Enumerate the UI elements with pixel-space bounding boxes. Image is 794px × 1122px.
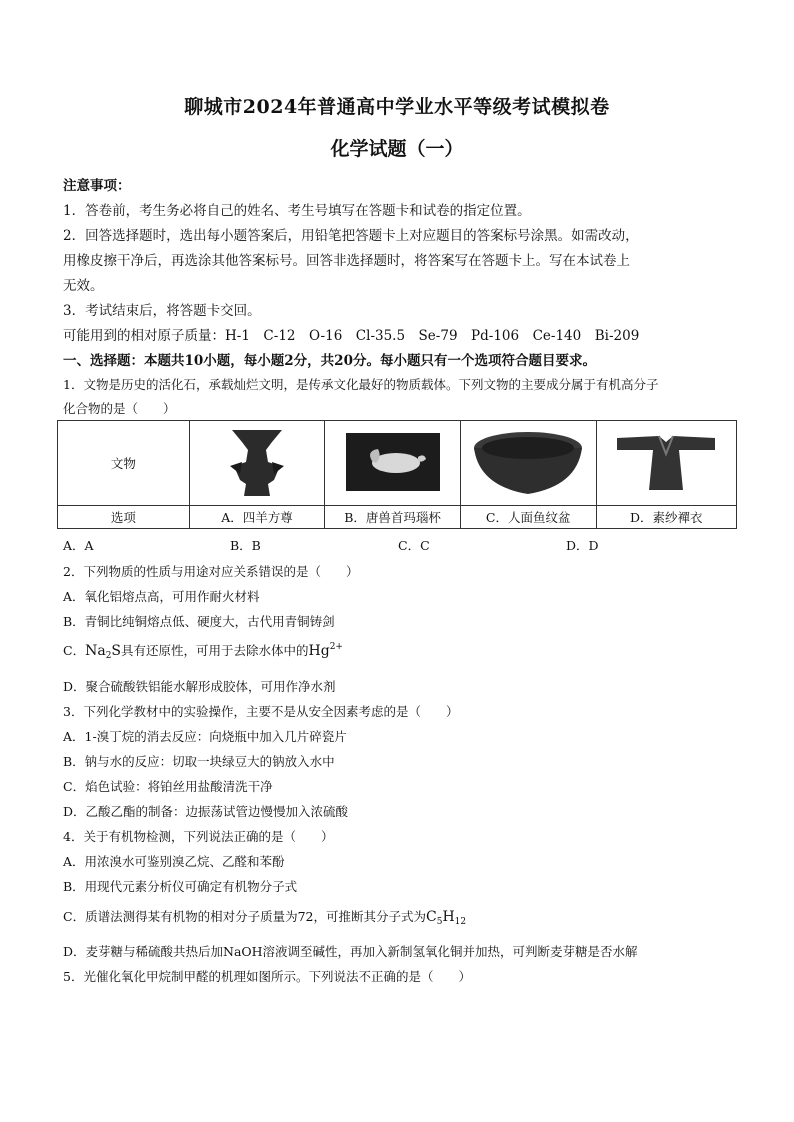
q3-stem: 3．下列化学教材中的实验操作，主要不是从安全因素考虑的是（ ） <box>63 704 459 719</box>
agate-cup-image <box>338 427 448 497</box>
artifact-label-d <box>596 506 736 529</box>
na2s-tail: S <box>111 643 122 659</box>
artifact-label-b <box>325 506 461 529</box>
notice-item-2-line-2: 用橡皮擦干净后，再选涂其他答案标号。回答非选择题时，将答案写在答题卡上。写在本试卷上 <box>63 253 630 269</box>
artifact-image-a <box>189 421 325 506</box>
hg-ion-formula <box>309 643 343 659</box>
artifact-name-c: C．人面鱼纹盆 <box>485 510 571 525</box>
q3-option-b: B．钠与水的反应：切取一块绿豆大的钠放入水中 <box>63 754 335 769</box>
page-subtitle: 化学试题（一） <box>330 138 464 160</box>
q2-option-c-prefix: C． <box>63 643 86 658</box>
hg-ion-charge: 2+ <box>329 642 343 652</box>
q4-stem: 4．关于有机物检测，下列说法正确的是（ ） <box>63 829 334 844</box>
q3-option-d: D．乙酸乙酯的制备：边振荡试管边慢慢加入浓硫酸 <box>63 804 349 819</box>
artifact-image-d <box>596 421 736 506</box>
q2-option-c <box>63 641 343 661</box>
artifact-image-b <box>325 421 461 506</box>
q3-option-c: C．焰色试验：将铂丝用盐酸清洗干净 <box>63 779 273 794</box>
option-header-cell <box>58 506 190 529</box>
notice-item-3: 3．考试结束后，将答题卡交回。 <box>63 303 261 319</box>
q1-choice-b: B．B <box>230 538 261 553</box>
notice-item-2-line-1: 2．回答选择题时，选出每小题答案后，用铅笔把答题卡上对应题目的答案标号涂黑。如需改动， <box>63 228 639 244</box>
q3-option-a: A．1-溴丁烷的消去反应：向烧瓶中加入几片碎瓷片 <box>63 729 347 744</box>
q4-option-a: A．用浓溴水可鉴别溴乙烷、乙醛和苯酚 <box>63 854 285 869</box>
na2s-sub: 2 <box>105 651 112 661</box>
c5h12-c: C <box>425 909 437 925</box>
artifact-header-label: 文物 <box>110 456 136 471</box>
q1-choice-d: D．D <box>566 538 599 553</box>
atomic-masses: 可能用到的相对原子质量：H-1 C-12 O-16 Cl-35.5 Se-79 Pd-106 Ce-140 Bi-209 <box>63 328 640 344</box>
c5h12-c-sub: 5 <box>436 917 443 927</box>
page-title: 聊城市2024年普通高中学业水平等级考试模拟卷 <box>184 96 610 118</box>
artifact-name-d: D．素纱襌衣 <box>629 510 703 525</box>
notice-item-2-line-3: 无效。 <box>63 278 104 294</box>
q2-stem: 2．下列物质的性质与用途对应关系错误的是（ ） <box>63 564 359 579</box>
silk-robe-image <box>611 424 721 500</box>
q5-stem: 5．光催化氧化甲烷制甲醛的机理如图所示。下列说法不正确的是（ ） <box>63 969 471 984</box>
q2-option-b: B．青铜比纯铜熔点低、硬度大，古代用青铜铸剑 <box>63 614 335 629</box>
q1-stem-line-2: 化合物的是（ ） <box>63 401 176 416</box>
artifact-table <box>57 420 737 529</box>
c5h12-h-sub: 12 <box>454 917 467 927</box>
artifact-label-a <box>189 506 325 529</box>
c5h12-h: H <box>442 909 455 925</box>
q1-choice-c: C．C <box>398 538 430 553</box>
artifact-name-b: B．唐兽首玛瑙杯 <box>344 510 441 525</box>
fish-basin-image <box>469 424 587 500</box>
artifact-name-a: A．四羊方尊 <box>221 510 293 525</box>
na2s-main: Na <box>85 643 106 659</box>
q2-option-c-text: 具有还原性，可用于去除水体中的 <box>121 643 309 658</box>
q1-choice-a: A．A <box>63 538 94 553</box>
artifact-header-cell <box>58 421 190 506</box>
q4-option-d: D．麦芽糖与稀硫酸共热后加NaOH溶液调至碱性，再加入新制氢氧化铜并加热，可判断麦芽糖是否水解 <box>63 944 638 959</box>
section-1-heading: 一、选择题：本题共10小题，每小题2分，共20分。每小题只有一个选项符合题目要求。 <box>63 353 596 369</box>
bronze-zun-image <box>202 422 312 502</box>
q2-option-a: A．氧化铝熔点高，可用作耐火材料 <box>63 589 260 604</box>
q2-option-d: D．聚合硫酸铁铝能水解形成胶体，可用作净水剂 <box>63 679 336 694</box>
q4-option-c-text: C．质谱法测得某有机物的相对分子质量为72，可推断其分子式为 <box>63 909 426 924</box>
notice-item-1: 1．答卷前，考生务必将自己的姓名、考生号填写在答题卡和试卷的指定位置。 <box>63 203 531 219</box>
notice-heading: 注意事项： <box>63 178 131 194</box>
option-header-label: 选项 <box>110 510 136 525</box>
c5h12-formula <box>426 909 466 925</box>
q4-option-c <box>63 907 466 927</box>
q1-stem-line-1: 1．文物是历史的活化石，承载灿烂文明，是传承文化最好的物质载体。下列文物的主要成分属于有机高分子 <box>63 377 659 392</box>
artifact-label-c <box>460 506 596 529</box>
artifact-image-c <box>460 421 596 506</box>
na2s-formula <box>85 643 121 659</box>
q4-option-b: B．用现代元素分析仪可确定有机物分子式 <box>63 879 298 894</box>
hg-ion-main: Hg <box>308 643 330 659</box>
